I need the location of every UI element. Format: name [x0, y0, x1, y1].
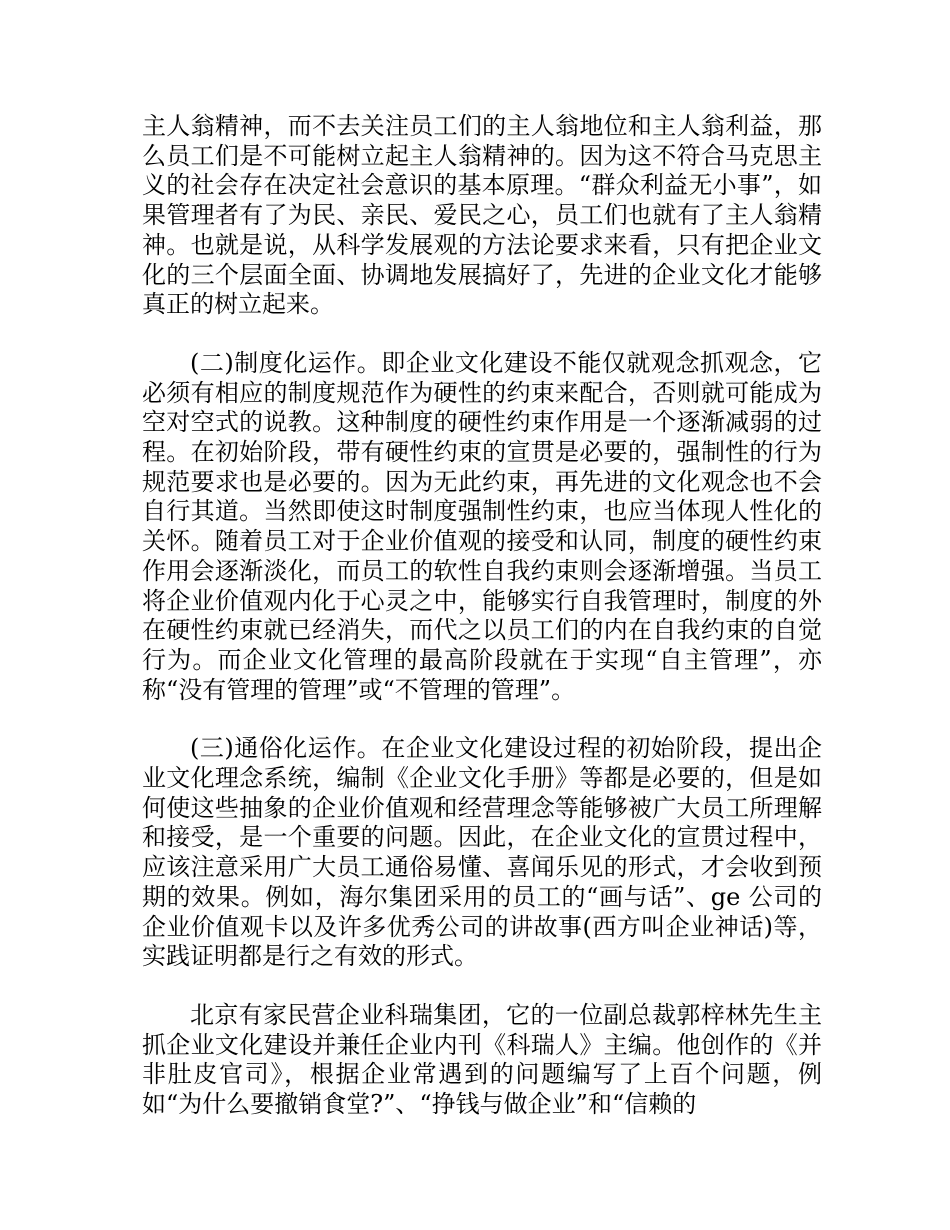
paragraph-owner-spirit: 主人翁精神，而不去关注员工们的主人翁地位和主人翁利益，那么员工们是不可能树立起主人翁精神的。因为这不符合马克思主义的社会存在决定社会意识的基本原理。“群众利益无小事”，如果管理者有了为民、亲民、爱民之心，员工们也就有了主人翁精神。也就是说，从科学发展观的方法论要求来看，只有把企业文化的三个层面全面、协调地发展搞好了，先进的企业文化才能够真正的树立起来。 [142, 112, 822, 319]
paragraph-kerui-group: 北京有家民营企业科瑞集团，它的一位副总裁郭梓林先生主抓企业文化建设并兼任企业内刊《科瑞人》主编。他创作的《并非肚皮官司》，根据企业常遇到的问题编写了上百个问题，例如“为什么要撤销食堂?”、“挣钱与做企业”和“信赖的 [142, 1000, 822, 1119]
document-page [142, 112, 822, 1149]
paragraph-institutional-operation: (二)制度化运作。即企业文化建设不能仅就观念抓观念，它必须有相应的制度规范作为硬性的约束来配合，否则就可能成为空对空式的说教。这种制度的硬性约束作用是一个逐渐减弱的过程。在初始阶段，带有硬性约束的宣贯是必要的，强制性的行为规范要求也是必要的。因为无此约束，再先进的文化观念也不会自行其道。当然即使这时制度强制性约束，也应当体现人性化的关怀。随着员工对于企业价值观的接受和认同，制度的硬性约束作用会逐渐淡化，而员工的软性自我约束则会逐渐增强。当员工将企业价值观内化于心灵之中，能够实行自我管理时，制度的外在硬性约束就已经消失，而代之以员工们的内在自我约束的自觉行为。而企业文化管理的最高阶段就在于实现“自主管理”，亦称“没有管理的管理”或“不管理的管理”。 [142, 348, 822, 704]
paragraph-popular-operation: (三)通俗化运作。在企业文化建设过程的初始阶段，提出企业文化理念系统，编制《企业文化手册》等都是必要的，但是如何使这些抽象的企业价值观和经营理念等能够被广大员工所理解和接受，是一个重要的问题。因此，在企业文化的宣贯过程中，应该注意采用广大员工通俗易懂、喜闻乐见的形式，才会收到预期的效果。例如，海尔集团采用的员工的“画与话”、ge 公司的企业价值观卡以及许多优秀公司的讲故事(西方叫企业神话)等，实践证明都是行之有效的形式。 [142, 734, 822, 971]
